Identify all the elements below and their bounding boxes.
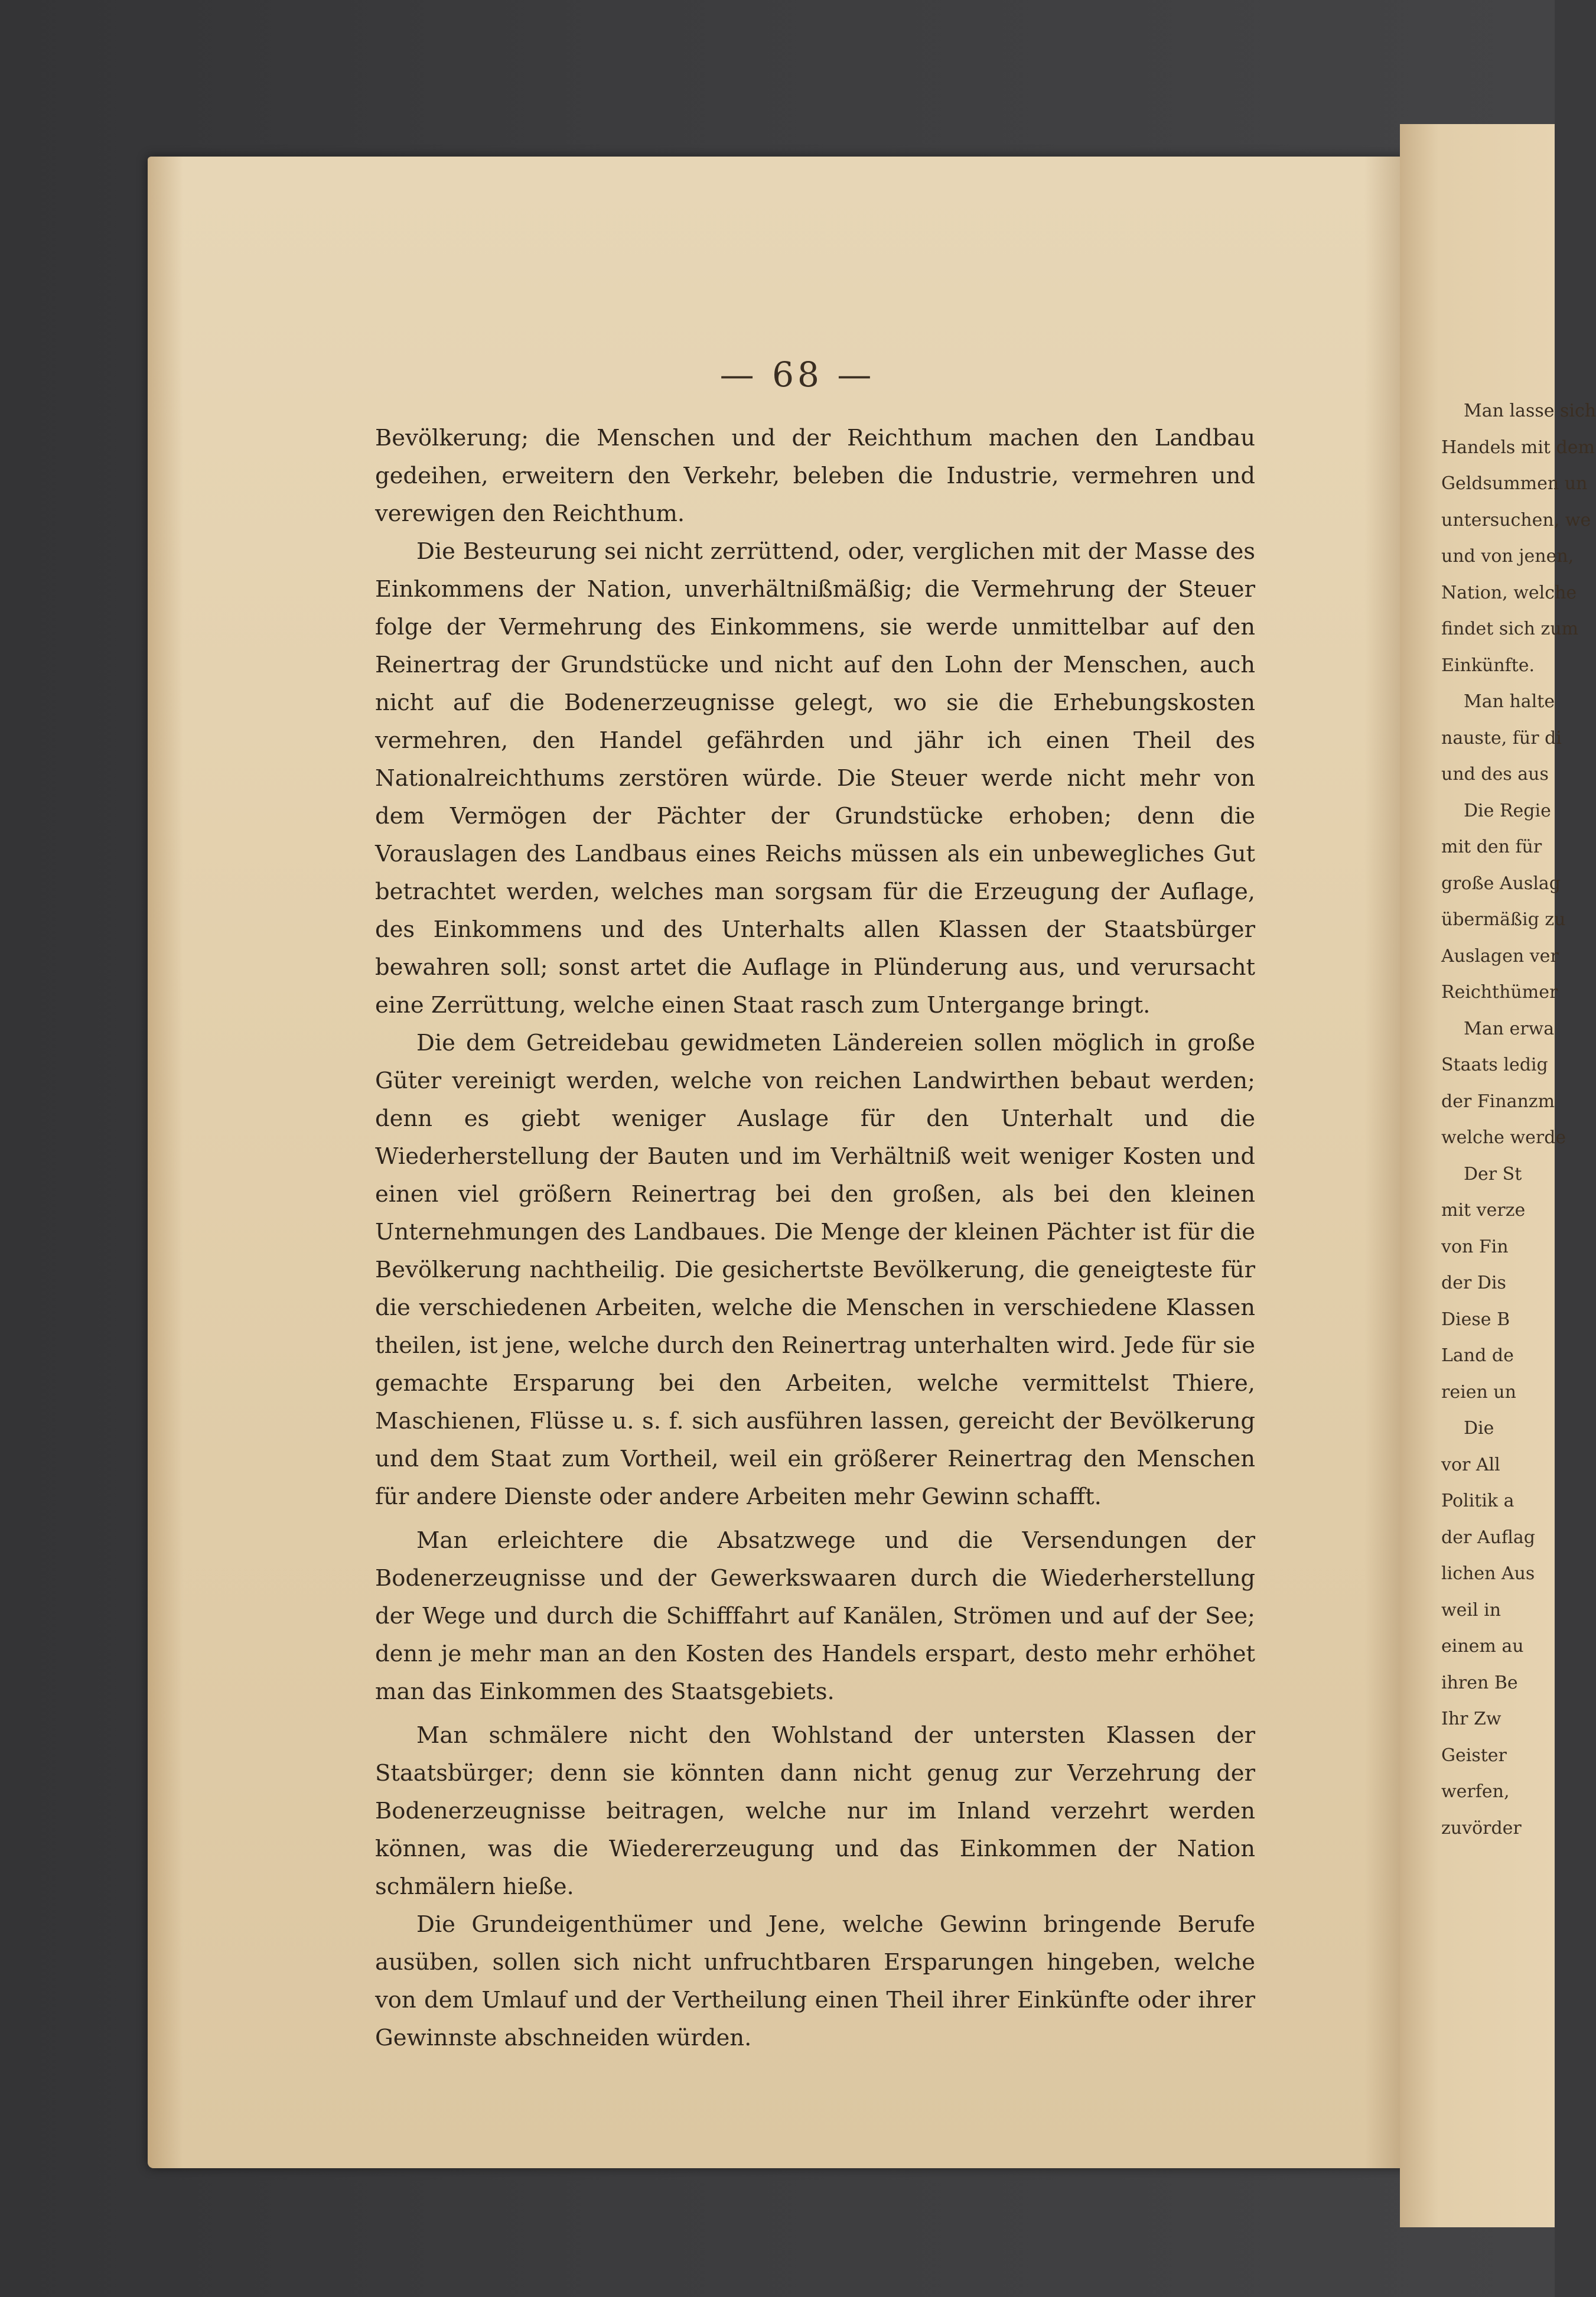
facing-line: welche werde [1441, 1127, 1566, 1148]
facing-line: Geldsummen un [1441, 473, 1588, 494]
facing-line: vor All [1441, 1454, 1500, 1475]
facing-line: Nation, welche [1441, 582, 1577, 603]
facing-line: zuvörder [1441, 1817, 1522, 1839]
facing-line: Diese B [1441, 1309, 1510, 1330]
facing-line: reien un [1441, 1381, 1516, 1403]
paragraph-continuation: Bevölkerung; die Menschen und der Reichthum machen den Landbau gedeihen, erweitern den Verkehr, beleben die Industrie, vermehren und verewigen den Reichthum. [375, 425, 1255, 527]
facing-line: übermäßig zu [1441, 909, 1566, 930]
facing-line: Auslagen ver [1441, 945, 1559, 967]
paragraph-landowners: Die Grundeigenthümer und Jene, welche Gewinn bringende Berufe ausüben, sollen sich nicht unfruchtbaren Ersparungen hingeben, welche von dem Umlauf und der Vertheilung einen Theil ihrer Einkünfte oder ihrer Gewinnste abschneiden würden. [375, 1911, 1255, 2051]
facing-line: Die [1464, 1418, 1494, 1439]
facing-line: ihren Be [1441, 1672, 1518, 1693]
facing-line: weil in [1441, 1599, 1501, 1621]
facing-line: Politik a [1441, 1491, 1514, 1511]
paragraph-taxation: Die Besteurung sei nicht zerrüttend, oder, verglichen mit der Masse des Einkommens der Nation, unverhältnißmäßig; die Vermehrung der Steuer folge der Vermehrung des Einkommens, sie werde unmittelbar auf den Reinertrag der Grundstücke und nicht auf den Lohn der Menschen, auch nicht auf die Bodenerzeugnisse gelegt, wo sie die Erhebungskosten vermehren, den Handel gefährden und jähr ich einen Theil des Nationalreichthums zerstören würde. Die Steuer werde nicht mehr von dem Vermögen der Pächter der Grundstücke erhoben; denn die Vorauslagen des Landbaus eines Reichs müssen als ein unbewegliches Gut betrachtet werden, welches man sorgsam für die Erzeugung der Auflage, des Einkommens und des Unterhalts allen Klassen der Staatsbürger bewahren soll; sonst artet die Auflage in Plünderung aus, und verursacht eine Zerrüttung, welche einen Staat rasch zum Untergange bringt. [375, 538, 1255, 1019]
facing-line: große Auslag [1441, 873, 1561, 894]
facing-line: mit den für [1441, 837, 1542, 857]
facing-line: Man halte [1464, 691, 1555, 712]
facing-line: der Finanzm [1441, 1091, 1555, 1112]
facing-line: der Auflag [1441, 1527, 1535, 1548]
facing-line: und von jenen, [1441, 546, 1574, 567]
facing-line: mit verze [1441, 1200, 1526, 1221]
facing-line: Land de [1441, 1345, 1514, 1366]
facing-line: nauste, für di [1441, 727, 1562, 749]
paragraph-trade-routes: Man erleichtere die Absatzwege und die Versendungen der Bodenerzeugnisse und der Gewerkswaaren durch die Wiederherstellung der Wege und durch die Schifffahrt auf Kanälen, Strömen und auf der See; denn je mehr man an den Kosten des Handels erspart, desto mehr erhöhet man das Einkommen des Staatsgebiets. [375, 1527, 1255, 1705]
facing-line: Man lasse sich [1464, 401, 1596, 421]
facing-line: Ihr Zw [1441, 1709, 1501, 1729]
facing-page-text [1441, 393, 1596, 1846]
body-text [375, 419, 1255, 2057]
paragraph-large-farms: Die dem Getreidebau gewidmeten Ländereien sollen möglich in große Güter vereinigt werden, welche von reichen Landwirthen bebaut werden; denn es giebt weniger Auslage für den Unterhalt und die Wiederherstellung der Bauten und im Verhältniß weit weniger Kosten und einen viel größern Reinertrag bei den großen, als bei den kleinen Unternehmungen des Landbaues. Die Menge der kleinen Pächter ist für die Bevölkerung nachtheilig. Die gesichertste Bevölkerung, die geneigteste für die verschiedenen Arbeiten, welche die Menschen in verschiedene Klassen theilen, ist jene, welche durch den Reinertrag unterhalten wird. Jede für sie gemachte Ersparung bei den Arbeiten, welche vermittelst Thiere, Maschienen, Flüsse u. s. f. sich ausführen lassen, gereicht der Bevölkerung und dem Staat zum Vortheil, weil ein größerer Reinertrag den Menschen für andere Dienste oder andere Arbeiten mehr Gewinn schafft. [375, 1030, 1255, 1510]
facing-line: Der St [1464, 1163, 1522, 1185]
facing-line: lichen Aus [1441, 1563, 1535, 1584]
facing-line: einem au [1441, 1636, 1524, 1657]
paragraph-lower-classes: Man schmälere nicht den Wohlstand der untersten Klassen der Staatsbürger; denn sie könnten dann nicht genug zur Verzehrung der Bodenerzeugnisse beitragen, welche nur im Inland verzehrt werden können, was die Wiedererzeugung und das Einkommen der Nation schmälern hieße. [375, 1722, 1255, 1900]
facing-line: von Fin [1441, 1236, 1509, 1257]
facing-line: Man erwa [1464, 1018, 1555, 1039]
facing-line: werfen, [1441, 1781, 1510, 1802]
facing-line: Einkünfte. [1441, 655, 1535, 676]
page-number: — 68 — [719, 354, 875, 395]
facing-line: findet sich zum [1441, 619, 1579, 639]
facing-line: und des aus [1441, 764, 1549, 785]
facing-line: Die Regie [1464, 800, 1551, 821]
facing-line: Geister [1441, 1745, 1507, 1766]
facing-line: untersuchen, we [1441, 509, 1591, 531]
facing-line: Staats ledig [1441, 1055, 1548, 1075]
facing-line: der Dis [1441, 1273, 1506, 1293]
facing-line: Handels mit dem [1441, 437, 1595, 458]
facing-line: Reichthümer [1441, 982, 1558, 1003]
